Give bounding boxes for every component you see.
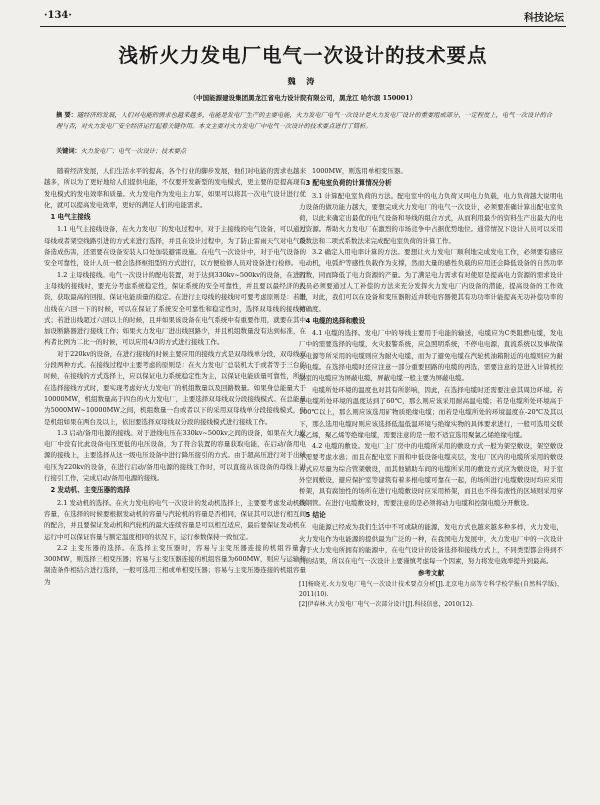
- keywords: [56, 146, 552, 157]
- page-number: ·134·: [44, 10, 72, 21]
- body-paragraph: 4.1 电缆的选择。发电厂中的导线主要用于电能的输送，电缆应为C类阻燃电缆，发电厂中的需要选择的电缆，火灾报警系统，应急照明系统，不停电电源，直流系统以及事故保安电源等所采用的电缆则应为耐火电缆，而为了避免电缆在汽轮机油箱附近的电缆则应为耐火电缆。在选择电缆时还应注意一部分重要回路的电缆的再选，需要注意的是进入计算机控制室的电缆应为屏蔽电缆，屏蔽电缆一般主要为屏蔽电缆。: [299, 329, 563, 383]
- header-rule: [40, 26, 566, 27]
- body-paragraph: 3.1 计算配电室负荷的方法。配电室中的电力负荷又叫电力负载，电力负荷越大说明电力设备的做功能力越大，要想完成火力发电厂的电气一次设计，必须要准确计算出配电室负荷，以此来确定出最优的电气设备和导线的组合方式，从而利用最少的资料生产出最大的电力资源。帮助火力发电厂在激烈的市场竞争中占据优势地位。通常情况下设计人员可以采用系数法和二项式系数法来完成配电室负荷的计算工作。: [299, 191, 563, 245]
- body-paragraph: 对于220kv的设备，在进行接线的时候主要应用的接线方式是双母线单分段，双母线双分段两种方式。在接线过程中主要考虑的原则是：在火力发电厂总装机大于或者等于三台的时候，在接线的方式选择上，应以保证电力系统稳定性为主，以保证电能质量可靠性，所以在选择接线方式时，要实现考虑好火力发电厂的机组数量以及回路数量。如果身总能量大于10000MW，机组数量高于四台的火力发电厂，主要选择双母线双分段接线模式。在总能量为5000MW~10000MW之间，机组数量一台或者以下的采用双母线单分段接线模式，但是机组如果在两台及以上，依旧要选择双母线双分段的接线模式进行接线工作。: [44, 349, 306, 426]
- body-paragraph: 1000MW，则选用单相变压器。: [312, 167, 407, 175]
- article-title: 浅析火力发电厂电气一次设计的技术要点: [118, 44, 488, 67]
- body-paragraph: 1.1 电气主接线设备，在火力发电厂的发电过程中，对于主接线的电气设备，可以通过母线或者架空线路引进的方式来进行选择，并且在设计过程中，为了防止雷雨天气对电气设备造成伤害，还需要在设备安装入口处加装避雷设施。在电气一次设计中，对于电气设备的安全可靠性，设计人员一般会选择枢纽型的方式进行，以方便检修人员对设备进行检修。: [44, 225, 306, 268]
- abstract: [56, 110, 552, 132]
- body-paragraph: 1.2 主母线接线。电气一次设计的配电装置，对于达到330kv~500kv的设备，在进行主母线的接线时，要充分考虑系统稳定性，保证系统的安全可靠性，并且要以最经济的投资，获取最高的回报，保证电能质量的稳定。在进行主母线的接线时可要考虑原则是：若进出线在六回一下的时候，可以在保证了系统安全可靠性和稳定性时，选择双母线的接线方式；若进出线超过六回以上的时候，且并如果该设备在电气系统中有重要作用，就要在其中加设断路器进行接线工作；如果火力发电厂进出线回路少，并且机组数量没有达到标准，在构者比例为二比一的时候，可以应用4/3的方式进行接线工作。: [44, 270, 306, 347]
- keywords-text: 火力发电厂；电气一次设计；技术要点: [80, 148, 186, 155]
- section-heading: 4 电缆的选择和敷设: [305, 316, 366, 325]
- body-paragraph: 2.1 发动机的选择。在火力发电的电气一次设计的发动机选择上，主要要考虑发动机的容量，在选择的时候要根据发动机的容量与汽轮机的容量是否相同，保证其可以进行相互间的配合，并且要保证发动机和汽轮机的最大连续容量是可以相互适应，最后要保证发动机在运行中可以保证容量与额定温度相同的状况下，运行参数保持一致恒定。: [44, 498, 306, 541]
- body-paragraph: 2.2 主变压器的选择。在选择主变压器时，容易与主变压器连接的机组容量为300MW，则选择三相变压器；容易与主变压器连接的机组容量为600MW，则应与运输和制造条件相结合进行选择，一般可选用三相或单相变压器；容易与主变压器连接的机组容量为: [44, 543, 306, 586]
- section-heading: 5 结论: [305, 510, 326, 519]
- keywords-label: 关键词：: [56, 148, 81, 155]
- body-paragraph: 3.2 确定人用电率计算的方法。要想让火力发电厂顺利地完成发电工作，必须要有感应电动机，电弧炉等感性负载作为支撑，然而大量的感性负载的应用还会降低设备的自然功率因数，同而降低了电力资源的产量。为了满足电力需求有对使原是提高电力资源的需求设计人员必须要通过人工补偿的方法来充分发挥火力发电厂内设备的潜能，提高设备的工作效率，对此，我们可以在设备和变压器附近并联电容器使其有功功率计能提高无功补偿功率的精确度。: [299, 248, 563, 313]
- author-name: 魏 涛: [287, 76, 319, 86]
- body-paragraph: 电缆所处环境的温度也对其有所影响，因此，在选择电缆时还需要注意其周边环境。若是电缆所处环境的温度达到了60℃，那么则应该采用耐高温电缆；若是电缆所处环境高于100℃以上，那么则应该选用矿物质绝缘电缆；而若是电缆所处的环境温度在-20℃及其以下，那么选用电缆时则应该选择低温低温环境与绝缘实物的具体要求进行，一般可选用交联聚乙烯，聚乙烯等绝缘电缆，需要注意的是一般不适宜选用聚氯乙烯绝缘电缆。: [299, 385, 563, 439]
- abstract-text: 随经济的发展，人们对电能的需求也越来越多，电能是发电厂生产的主要电能，火力发电厂电气一次设计是火力发电厂设计的重要组成部分，一定程度上，电气一次设计的合理与否，对火力发电厂安全经济运行起着关键作用。本文主要对火力发电厂中电气一次设计的技术要点进行了简析。: [56, 112, 553, 131]
- right-column: [299, 166, 563, 799]
- body-paragraph: 随着经济发展，人们生活水平的提高，各个行业的脚步发展，他们对电能的需求也越来越多，所以为了更好地给人们提供电能，不仅要开发新型的发电模式，更主要的是提高现有发电模式的发电效率和质量。火力发电作为发电主力军，如果可以将其一次电气设计进行优化，就可以提高发电效率，更好的满足人们的电能需求。: [44, 167, 306, 209]
- reference-item: [2]伊春林.火力发电厂电气一次部分设计[J].科技信息，2010(12).: [299, 600, 474, 608]
- author-affiliation: （中国能源建设集团黑龙江省电力设计院有限公司，黑龙江 哈尔滨 150001）: [189, 94, 417, 102]
- references-heading: 参考文献: [418, 569, 444, 578]
- journal-section-name: 科技论坛: [524, 13, 564, 24]
- section-heading: 3 配电室负荷的计算情况分析: [305, 179, 392, 188]
- left-column: [44, 166, 306, 799]
- body-paragraph: 1.3 启动/备用电源的接线。对于进线电压在330kv~500kv之间的设备，如果在火力发电厂中没有比此设备电压更低的电压设备，为了符合装置的容量获取电能，在启动/备用电源的接线上，主要选择从这一级电压设备中进行降压接引的方式。由于超高压进行对于出线电压为220kv的设备，在进行启动/备用电源的接线工作时，可以直接从该设备的母线上进行接引工作，完成启动/备用电源的接线。: [44, 428, 306, 483]
- body-paragraph: 4.2 电缆的敷设。发电厂主厂房中的电缆所采用的敷设方式一般为架空敷设，架空敷设不需要考虑水患；而且在配电室下面和中低设备电缆夹层，发电厂区内的电缆所采用的敷设方式应尽量为综合管架敷设，而其他辅助车间的电缆所采用的敷设方式应为敷设设，对于室外空间敷设，避应保护室等建筑有着多根电缆可靠在一起，的场所进行电缆敷设时均应采用桥架，具有腐蚀性的场所在进行电缆敷设时应采用桥架，而且也不得有液性的区域则采用穿线钢管。在进行电缆敷设时，需要注意的是必须将动力电缆和控制电缆分开敷设。: [299, 442, 563, 507]
- abstract-label: 摘 要：: [56, 112, 77, 119]
- body-paragraph: 电能源已经成为我们生活中不可或缺的能源，发电方式也越来越多种多样，火力发电，火力发电作为电能源的提供最为广泛的一种，在我国电力发展中，火力发电厂中的一次设计对于火力发电所拥有的能源中，在电气设计的设备选择和接线方式上，不同类型都会得到不同的结果，所以在电气一次设计上要谨慎考虑每一个因素，努力将发电效率提升到最高。: [299, 523, 563, 566]
- section-heading: 2 发动机、主变压器的选择: [50, 486, 131, 495]
- reference-item: [1]杨晓光.火力发电厂电气一次设计技术要点分析[J].北京电力高等专科学校学报(自然科学版)，2011(10).: [299, 580, 563, 598]
- section-heading: 1 电气主接线: [50, 213, 91, 222]
